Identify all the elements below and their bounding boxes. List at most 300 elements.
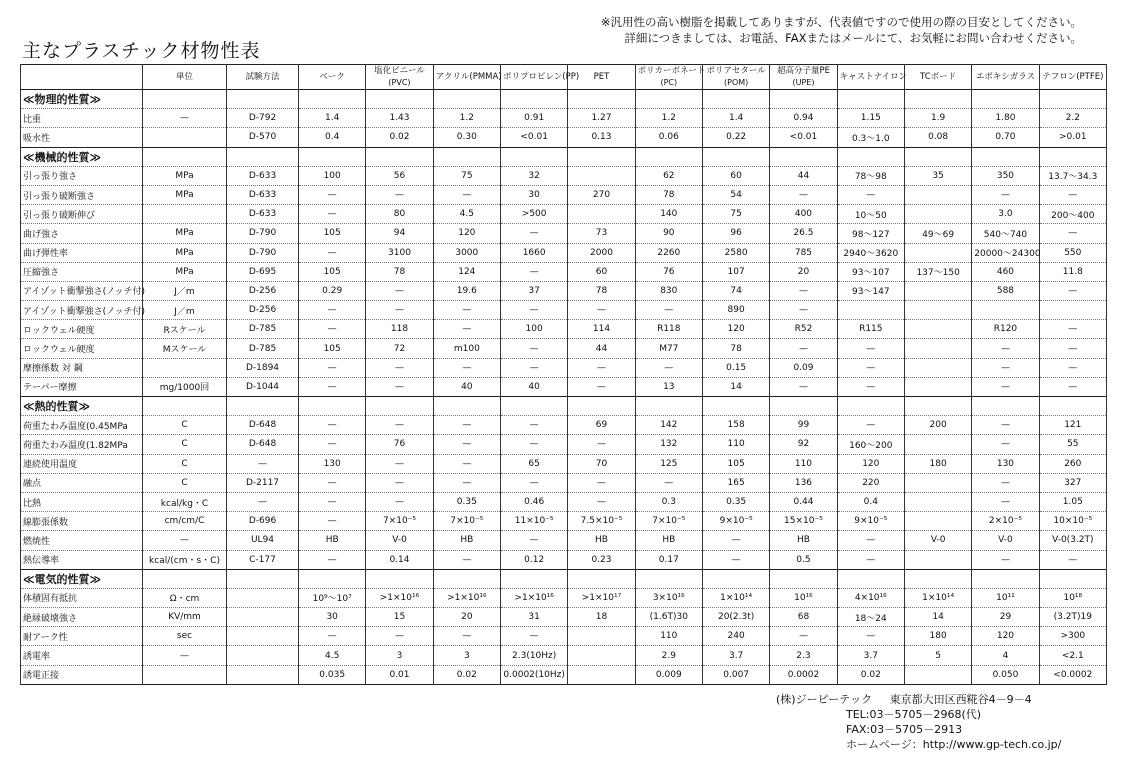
property-value: 180 (904, 454, 971, 473)
property-value: 0.22 (702, 128, 769, 147)
property-method: D-256 (227, 281, 299, 300)
property-name: 圧縮強さ (21, 262, 143, 281)
property-unit: cm/cm/C (143, 512, 227, 531)
section-title: ≪物理的性質≫ (21, 90, 143, 109)
property-row (21, 531, 1107, 550)
property-name: 熱伝導率 (21, 550, 143, 569)
property-unit: KV/mm (143, 608, 227, 627)
material-header: ポリアセタール (POM) (702, 65, 769, 90)
property-value (904, 205, 971, 224)
property-value: 136 (770, 473, 837, 492)
property-value: 130 (972, 454, 1039, 473)
section-empty-cell (702, 147, 769, 166)
property-value: — (299, 243, 366, 262)
property-value: 7.5×10⁻⁵ (568, 512, 635, 531)
property-value: 0.02 (366, 128, 433, 147)
usage-note (522, 14, 1082, 46)
property-value: — (500, 358, 567, 377)
property-value: — (837, 627, 904, 646)
company-line (776, 692, 1061, 707)
property-value: 1.4 (702, 109, 769, 128)
company-fax: FAX:03－5705－2913 (846, 723, 963, 736)
property-value: 350 (972, 166, 1039, 185)
section-empty-cell (568, 147, 635, 166)
property-value: 1.80 (972, 109, 1039, 128)
property-value: — (1039, 358, 1106, 377)
property-value: 18 (568, 608, 635, 627)
property-value: — (702, 531, 769, 550)
property-value: 60 (702, 166, 769, 185)
property-method: — (227, 454, 299, 473)
property-value: — (433, 416, 500, 435)
property-value: 10⁹～10⁷ (299, 588, 366, 607)
property-value: — (972, 185, 1039, 204)
property-value: 460 (972, 262, 1039, 281)
property-value: 2260 (635, 243, 702, 262)
property-value: 110 (770, 454, 837, 473)
property-value: — (837, 358, 904, 377)
section-empty-cell (500, 397, 567, 416)
property-unit: Mスケール (143, 339, 227, 358)
property-value: — (366, 416, 433, 435)
property-name: 誘電正接 (21, 665, 143, 684)
property-value: m100 (433, 339, 500, 358)
property-row (21, 646, 1107, 665)
property-value: 54 (702, 185, 769, 204)
section-empty-cell (366, 147, 433, 166)
property-value: — (837, 550, 904, 569)
property-value: — (433, 454, 500, 473)
property-unit: J／m (143, 301, 227, 320)
property-value: 3.0 (972, 205, 1039, 224)
property-value: 2940～3620 (837, 243, 904, 262)
property-value: — (433, 320, 500, 339)
property-value: 140 (635, 205, 702, 224)
property-row (21, 377, 1107, 396)
property-value (568, 665, 635, 684)
property-value: 99 (770, 416, 837, 435)
property-row (21, 185, 1107, 204)
property-name: ロックウェル硬度 (21, 339, 143, 358)
property-value: 0.0002(10Hz) (500, 665, 567, 684)
property-value: — (770, 377, 837, 396)
property-value: — (366, 281, 433, 300)
property-value: — (568, 301, 635, 320)
property-row (21, 665, 1107, 684)
property-value: 2.3(10Hz) (500, 646, 567, 665)
property-unit: sec (143, 627, 227, 646)
property-unit (143, 665, 227, 684)
company-homepage[interactable]: ホームページ：http://www.gp-tech.co.jp/ (846, 738, 1062, 751)
property-value: 78 (635, 185, 702, 204)
property-value: 93～107 (837, 262, 904, 281)
property-value: 3.7 (837, 646, 904, 665)
property-value (904, 185, 971, 204)
property-value: — (972, 473, 1039, 492)
property-value: 180 (904, 627, 971, 646)
property-value: 260 (1039, 454, 1106, 473)
property-value: 1.4 (299, 109, 366, 128)
section-empty-cell (433, 147, 500, 166)
property-value: — (433, 358, 500, 377)
section-empty-cell (702, 397, 769, 416)
property-value: R118 (635, 320, 702, 339)
section-empty-cell (299, 90, 366, 109)
property-method: D-790 (227, 243, 299, 262)
property-row (21, 454, 1107, 473)
property-value: 158 (702, 416, 769, 435)
property-value: 37 (500, 281, 567, 300)
section-empty-cell (433, 90, 500, 109)
property-value: 18～24 (837, 608, 904, 627)
property-value: 4×10¹⁶ (837, 588, 904, 607)
property-value: 137～150 (904, 262, 971, 281)
section-empty-cell (770, 569, 837, 588)
property-value: 830 (635, 281, 702, 300)
material-header: PET (568, 65, 635, 90)
property-value: — (837, 377, 904, 396)
property-row (21, 473, 1107, 492)
property-value: — (770, 185, 837, 204)
property-value: — (1039, 339, 1106, 358)
section-empty-cell (904, 397, 971, 416)
property-row (21, 339, 1107, 358)
properties-table (20, 64, 1107, 685)
property-value: — (500, 262, 567, 281)
property-value: 200 (904, 416, 971, 435)
property-value: 14 (904, 608, 971, 627)
property-method: D-570 (227, 128, 299, 147)
property-value: — (972, 492, 1039, 511)
property-value: 3000 (433, 243, 500, 262)
property-value: 2.2 (1039, 109, 1106, 128)
property-value: 1.2 (635, 109, 702, 128)
property-value: 78 (568, 281, 635, 300)
property-name: 摩擦係数 対 鋼 (21, 358, 143, 377)
property-value (904, 435, 971, 454)
property-value: 92 (770, 435, 837, 454)
property-value: 2.3 (770, 646, 837, 665)
section-empty-cell (227, 90, 299, 109)
property-row (21, 109, 1107, 128)
property-name: 燃焼性 (21, 531, 143, 550)
property-value: 890 (702, 301, 769, 320)
property-value: 160～200 (837, 435, 904, 454)
property-name: 曲げ弾性率 (21, 243, 143, 262)
property-name: 荷重たわみ温度(1.82MPa (21, 435, 143, 454)
property-value: — (837, 185, 904, 204)
property-value: — (366, 473, 433, 492)
material-header: 超高分子量PE (UPE) (770, 65, 837, 90)
property-value: — (568, 377, 635, 396)
property-value: 118 (366, 320, 433, 339)
property-value: 0.14 (366, 550, 433, 569)
property-value: 114 (568, 320, 635, 339)
section-empty-cell (143, 569, 227, 588)
property-value: 3100 (366, 243, 433, 262)
property-value (568, 646, 635, 665)
property-method: D-1044 (227, 377, 299, 396)
company-name: (株)ジーピーテック (776, 693, 873, 706)
property-value: 3 (433, 646, 500, 665)
property-row (21, 588, 1107, 607)
property-value: — (299, 358, 366, 377)
property-value: — (366, 377, 433, 396)
property-value: V-0 (366, 531, 433, 550)
property-value: 110 (635, 627, 702, 646)
property-value: 0.44 (770, 492, 837, 511)
property-value (904, 320, 971, 339)
property-value: 80 (366, 205, 433, 224)
property-method: D-785 (227, 320, 299, 339)
property-value: — (972, 377, 1039, 396)
property-name: 引っ張り破断強さ (21, 185, 143, 204)
property-value: 105 (702, 454, 769, 473)
property-method: D-648 (227, 416, 299, 435)
property-value: — (770, 301, 837, 320)
property-value: 0.70 (972, 128, 1039, 147)
property-value: 120 (702, 320, 769, 339)
property-value: 10¹⁸ (1039, 588, 1106, 607)
property-name: 曲げ強さ (21, 224, 143, 243)
property-value: — (366, 301, 433, 320)
property-value: V-0 (904, 531, 971, 550)
section-empty-cell (299, 397, 366, 416)
property-value: — (299, 185, 366, 204)
property-value: 10¹¹ (972, 588, 1039, 607)
property-row (21, 301, 1107, 320)
property-value: 7×10⁻⁵ (433, 512, 500, 531)
section-empty-cell (1039, 90, 1106, 109)
property-value: 70 (568, 454, 635, 473)
property-value: 10×10⁻⁵ (1039, 512, 1106, 531)
property-value: — (568, 435, 635, 454)
section-row (21, 397, 1107, 416)
property-value: <2.1 (1039, 646, 1106, 665)
section-title: ≪機械的性質≫ (21, 147, 143, 166)
property-value: 49～69 (904, 224, 971, 243)
property-value: 2000 (568, 243, 635, 262)
property-value: HB (770, 531, 837, 550)
property-value: 32 (500, 166, 567, 185)
property-name: アイゾット衝撃強さ(ノッチ付) (21, 301, 143, 320)
property-value: 110 (702, 435, 769, 454)
property-value (1039, 301, 1106, 320)
property-name: 引っ張り破断伸び (21, 205, 143, 224)
property-value: 11×10⁻⁵ (500, 512, 567, 531)
section-empty-cell (143, 90, 227, 109)
property-value (568, 166, 635, 185)
property-value (904, 243, 971, 262)
property-value: 4 (972, 646, 1039, 665)
section-empty-cell (366, 569, 433, 588)
property-value: 31 (500, 608, 567, 627)
property-name: 比熱 (21, 492, 143, 511)
property-value: — (500, 531, 567, 550)
property-value: 121 (1039, 416, 1106, 435)
property-value (904, 339, 971, 358)
property-value: 0.17 (635, 550, 702, 569)
section-empty-cell (837, 397, 904, 416)
section-empty-cell (770, 90, 837, 109)
property-value: 125 (635, 454, 702, 473)
property-row (21, 262, 1107, 281)
property-value: 0.15 (702, 358, 769, 377)
property-value: — (299, 416, 366, 435)
property-value: 0.29 (299, 281, 366, 300)
property-value: 124 (433, 262, 500, 281)
property-value: — (299, 320, 366, 339)
property-value: 165 (702, 473, 769, 492)
unit-header: 単位 (143, 65, 227, 90)
property-unit: MPa (143, 166, 227, 185)
property-name: 耐アーク性 (21, 627, 143, 646)
property-row (21, 224, 1107, 243)
section-empty-cell (143, 147, 227, 166)
property-value: 240 (702, 627, 769, 646)
property-value: >1×10¹⁶ (366, 588, 433, 607)
property-value (904, 377, 971, 396)
property-method: D-695 (227, 262, 299, 281)
section-row (21, 90, 1107, 109)
property-unit: C (143, 435, 227, 454)
property-value: 2580 (702, 243, 769, 262)
property-value: — (837, 339, 904, 358)
property-value: 0.0002 (770, 665, 837, 684)
property-value: 30 (299, 608, 366, 627)
section-empty-cell (433, 397, 500, 416)
section-empty-cell (972, 569, 1039, 588)
property-method (227, 646, 299, 665)
property-name: 連続使用温度 (21, 454, 143, 473)
property-unit: mg/1000回 (143, 377, 227, 396)
property-value: 0.23 (568, 550, 635, 569)
property-value: 29 (972, 608, 1039, 627)
property-value: — (299, 301, 366, 320)
property-method: D-790 (227, 224, 299, 243)
property-row (21, 166, 1107, 185)
section-empty-cell (837, 90, 904, 109)
property-value: 0.08 (904, 128, 971, 147)
section-empty-cell (500, 90, 567, 109)
property-value: 76 (366, 435, 433, 454)
property-value: — (433, 435, 500, 454)
property-value: 44 (568, 339, 635, 358)
property-value: — (433, 473, 500, 492)
property-value (904, 281, 971, 300)
property-value: 76 (635, 262, 702, 281)
property-value: HB (635, 531, 702, 550)
property-value: <0.01 (770, 128, 837, 147)
property-value: 0.30 (433, 128, 500, 147)
property-value: — (972, 358, 1039, 377)
property-value: 120 (837, 454, 904, 473)
property-row (21, 243, 1107, 262)
property-value: — (299, 205, 366, 224)
company-address: 東京都大田区西糀谷4－9－4 (889, 693, 1032, 706)
property-value: 3×10¹⁶ (635, 588, 702, 607)
property-row (21, 416, 1107, 435)
section-empty-cell (568, 397, 635, 416)
property-value (904, 301, 971, 320)
section-empty-cell (568, 569, 635, 588)
property-value: >300 (1039, 627, 1106, 646)
property-value: 98～127 (837, 224, 904, 243)
property-value: — (366, 358, 433, 377)
section-empty-cell (635, 397, 702, 416)
property-value: — (299, 435, 366, 454)
property-value: 73 (568, 224, 635, 243)
section-empty-cell (1039, 147, 1106, 166)
property-value: — (635, 473, 702, 492)
property-unit: MPa (143, 243, 227, 262)
property-value: 74 (702, 281, 769, 300)
property-value: 100 (500, 320, 567, 339)
property-value: — (972, 550, 1039, 569)
property-value: 550 (1039, 243, 1106, 262)
property-name: 線膨張係数 (21, 512, 143, 531)
property-name: 誘電率 (21, 646, 143, 665)
property-value: — (500, 435, 567, 454)
property-value (904, 473, 971, 492)
property-value: — (500, 416, 567, 435)
property-value: 44 (770, 166, 837, 185)
property-value: — (299, 377, 366, 396)
property-value: 68 (770, 608, 837, 627)
section-empty-cell (635, 147, 702, 166)
property-value: 20000～24300 (972, 243, 1039, 262)
property-method (227, 588, 299, 607)
section-empty-cell (366, 90, 433, 109)
property-value: <0.01 (500, 128, 567, 147)
usage-note-line-2: 詳細につきましては、お電話、FAXまたはメールにて、お気軽にお問い合わせください。 (624, 31, 1082, 45)
property-value: 4.5 (433, 205, 500, 224)
property-value: 78 (366, 262, 433, 281)
property-value: — (433, 627, 500, 646)
property-value: 1×10¹⁴ (702, 588, 769, 607)
property-unit: MPa (143, 262, 227, 281)
property-value: — (770, 339, 837, 358)
property-value: — (500, 301, 567, 320)
property-name: 体積固有抵抗 (21, 588, 143, 607)
property-name: 荷重たわみ温度(0.45MPa (21, 416, 143, 435)
section-empty-cell (227, 569, 299, 588)
property-value: 0.09 (770, 358, 837, 377)
material-header: エポキシガラス (972, 65, 1039, 90)
property-value: 1.27 (568, 109, 635, 128)
section-empty-cell (1039, 569, 1106, 588)
section-empty-cell (227, 397, 299, 416)
property-method: D-1894 (227, 358, 299, 377)
property-value: — (972, 339, 1039, 358)
property-value: 15×10⁻⁵ (770, 512, 837, 531)
property-value: — (635, 358, 702, 377)
property-value: R120 (972, 320, 1039, 339)
property-value: 9×10⁻⁵ (837, 512, 904, 531)
property-value: 400 (770, 205, 837, 224)
property-method: D-633 (227, 185, 299, 204)
property-value: — (366, 185, 433, 204)
property-value: 26.5 (770, 224, 837, 243)
property-name: 吸水性 (21, 128, 143, 147)
property-value: 65 (500, 454, 567, 473)
section-empty-cell (702, 569, 769, 588)
property-value: — (972, 435, 1039, 454)
property-row (21, 435, 1107, 454)
property-value: — (770, 281, 837, 300)
property-unit: Rスケール (143, 320, 227, 339)
section-empty-cell (837, 147, 904, 166)
